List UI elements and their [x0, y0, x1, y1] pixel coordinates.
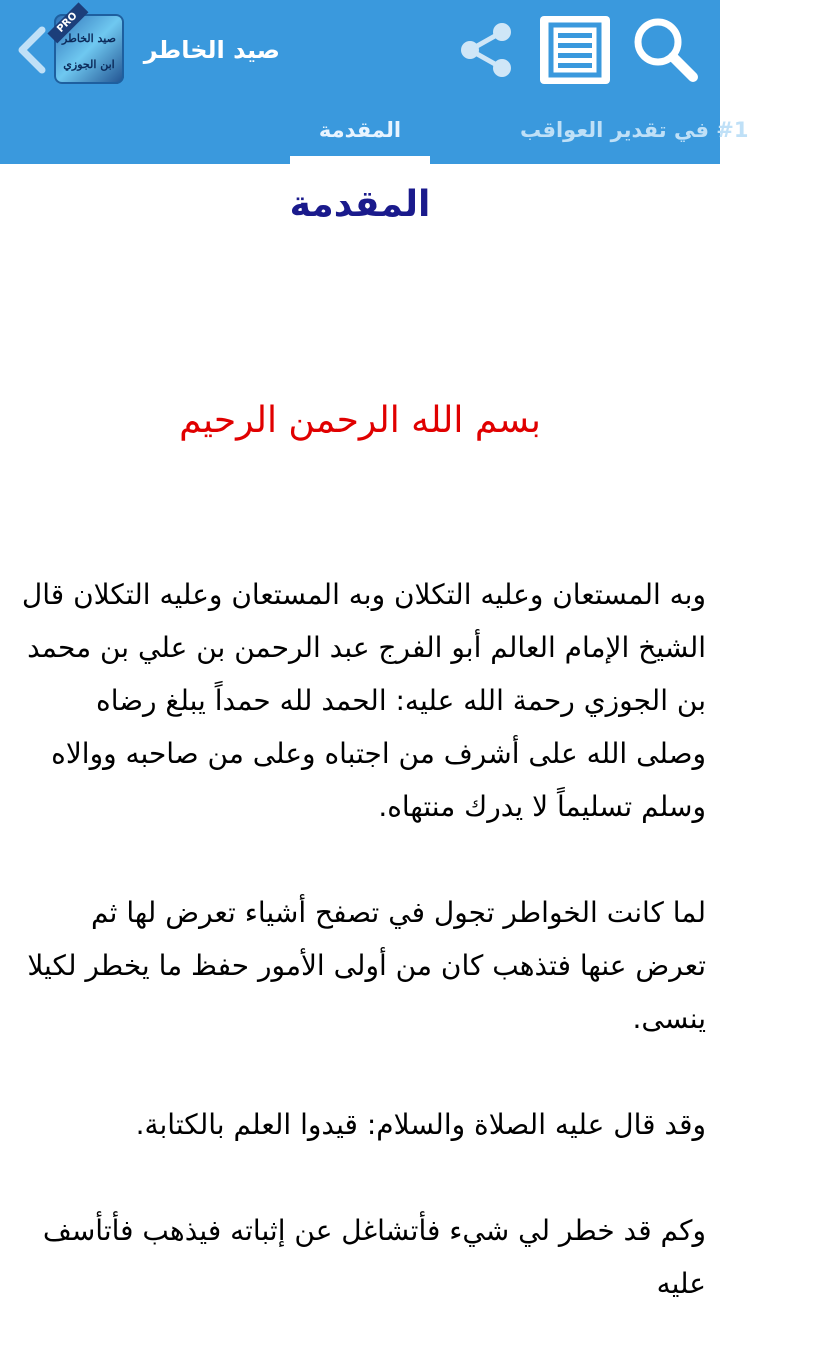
app-logo[interactable] [54, 10, 124, 84]
search-icon[interactable] [630, 14, 700, 84]
chapter-content[interactable] [0, 164, 720, 1300]
page-title: المقدمة [289, 184, 431, 225]
app-bar [0, 0, 749, 164]
list-icon [540, 16, 610, 84]
tab-next-label: #1 في تقدير العواقب [520, 118, 749, 142]
paragraph: لما كانت الخواطر تجول في تصفح أشياء تعرض لها ثم تعرض عنها فتذهب كان من أولى الأمور حفظ ما يخطر لكيلا ينسى. [27, 896, 706, 1035]
basmala-text: بسم الله الرحمن الرحيم [179, 400, 541, 441]
tab-indicator [290, 156, 430, 164]
tab-next-chapter[interactable] [520, 100, 840, 164]
app-logo-text-top: صيد الخاطر [62, 32, 116, 45]
pro-badge: PRO [47, 3, 88, 44]
share-icon[interactable] [456, 20, 516, 80]
app-logo-text-bottom: ابن الجوزي [63, 58, 115, 71]
tab-strip [0, 100, 749, 164]
body-text [20, 568, 706, 1363]
paragraph: وقد قال عليه الصلاة والسلام: قيدوا العلم بالكتابة. [135, 1108, 706, 1141]
table-of-contents-button[interactable] [540, 16, 610, 84]
paragraph: وكم قد خطر لي شيء فأتشاغل عن إثباته فيذهب فأتأسف عليه [42, 1214, 706, 1300]
back-chevron-icon[interactable] [14, 26, 48, 74]
tab-introduction[interactable]: المقدمة [318, 118, 402, 142]
app-title: صيد الخاطر [143, 36, 280, 64]
paragraph: وبه المستعان وعليه التكلان وبه المستعان وعليه التكلان قال الشيخ الإمام العالم أبو الفرج عبد الرحمن بن علي بن محمد بن الجوزي رحمة الله عليه: الحمد لله حمداً يبلغ رضاه وصلى الله على أشرف من اجتباه وعلى من صاحبه ووالاه وسلم تسليماً لا يدرك منتهاه. [21, 578, 706, 823]
